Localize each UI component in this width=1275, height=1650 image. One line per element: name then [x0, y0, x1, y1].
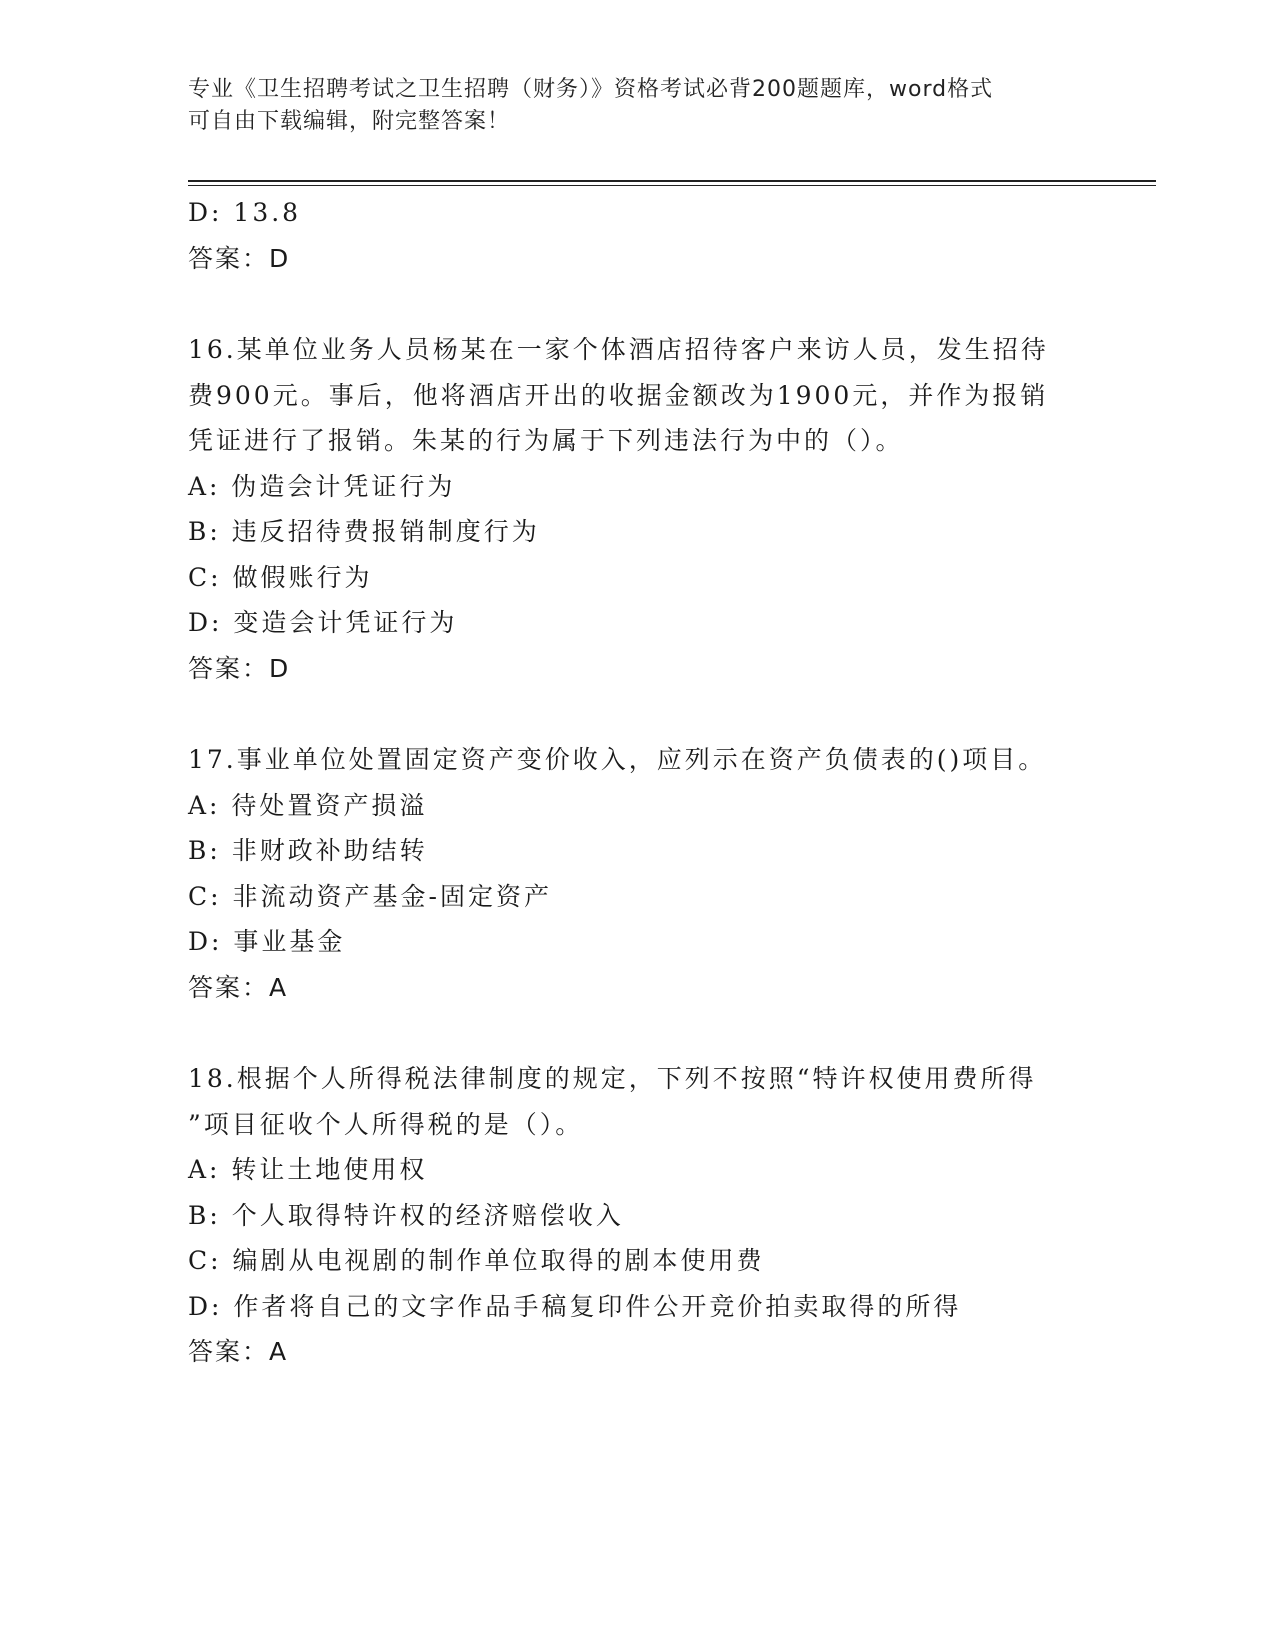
question-16-option-b: B: 违反招待费报销制度行为 — [188, 517, 540, 546]
question-17-answer: 答案：A — [188, 972, 289, 1002]
question-17-stem-line-1: 17.事业单位处置固定资产变价收入，应列示在资产负债表的()项目。 — [188, 745, 1047, 774]
header-line-2: 可自由下载编辑，附完整答案！ — [188, 109, 511, 134]
question-16-stem-line-2: 费900元。事后，他将酒店开出的收据金额改为1900元，并作为报销 — [188, 380, 1049, 410]
question-18 — [188, 1056, 1088, 1375]
question-18-option-c: C: 编剧从电视剧的制作单位取得的剧本使用费 — [188, 1246, 765, 1275]
question-16-stem-line-1: 16.某单位业务人员杨某在一家个体酒店招待客户来访人员，发生招待 — [188, 335, 1049, 364]
header-line-1: 专业《卫生招聘考试之卫生招聘（财务）》资格考试必背200题题库，word格式 — [188, 77, 994, 102]
question-17 — [188, 737, 1088, 1010]
question-18-stem-line-1: 18.根据个人所得税法律制度的规定，下列不按照“特许权使用费所得 — [188, 1064, 1037, 1093]
header-divider-thick — [188, 180, 1156, 182]
question-18-option-d: D: 作者将自己的文字作品手稿复印件公开竞价拍卖取得的所得 — [188, 1291, 962, 1321]
header-divider-thin — [188, 185, 1156, 186]
document-header — [188, 74, 1088, 138]
answer-continued: 答案：D — [188, 243, 291, 273]
option-d-continued: D: 13.8 — [188, 198, 302, 227]
spacer — [188, 691, 1088, 737]
question-16-option-d: D: 变造会计凭证行为 — [188, 608, 458, 637]
question-16-stem-line-3: 凭证进行了报销。朱某的行为属于下列违法行为中的（）。 — [188, 426, 904, 455]
question-17-option-a: A: 待处置资产损溢 — [188, 790, 428, 820]
question-content — [188, 190, 1088, 1375]
spacer — [188, 1010, 1088, 1056]
question-16-option-a: A: 伪造会计凭证行为 — [188, 471, 456, 501]
question-18-stem-line-2: ”项目征收个人所得税的是（）。 — [188, 1109, 584, 1139]
question-18-option-a: A: 转让土地使用权 — [188, 1155, 428, 1184]
question-17-option-c: C: 非流动资产基金-固定资产 — [188, 881, 552, 911]
spacer — [188, 281, 1088, 327]
question-17-option-d: D: 事业基金 — [188, 927, 346, 956]
question-16-option-c: C: 做假账行为 — [188, 562, 373, 592]
question-18-answer: 答案：A — [188, 1337, 289, 1366]
question-16 — [188, 327, 1088, 691]
question-17-option-b: B: 非财政补助结转 — [188, 836, 428, 865]
question-18-option-b: B: 个人取得特许权的经济赔偿收入 — [188, 1200, 624, 1230]
question-16-answer: 答案：D — [188, 653, 291, 683]
